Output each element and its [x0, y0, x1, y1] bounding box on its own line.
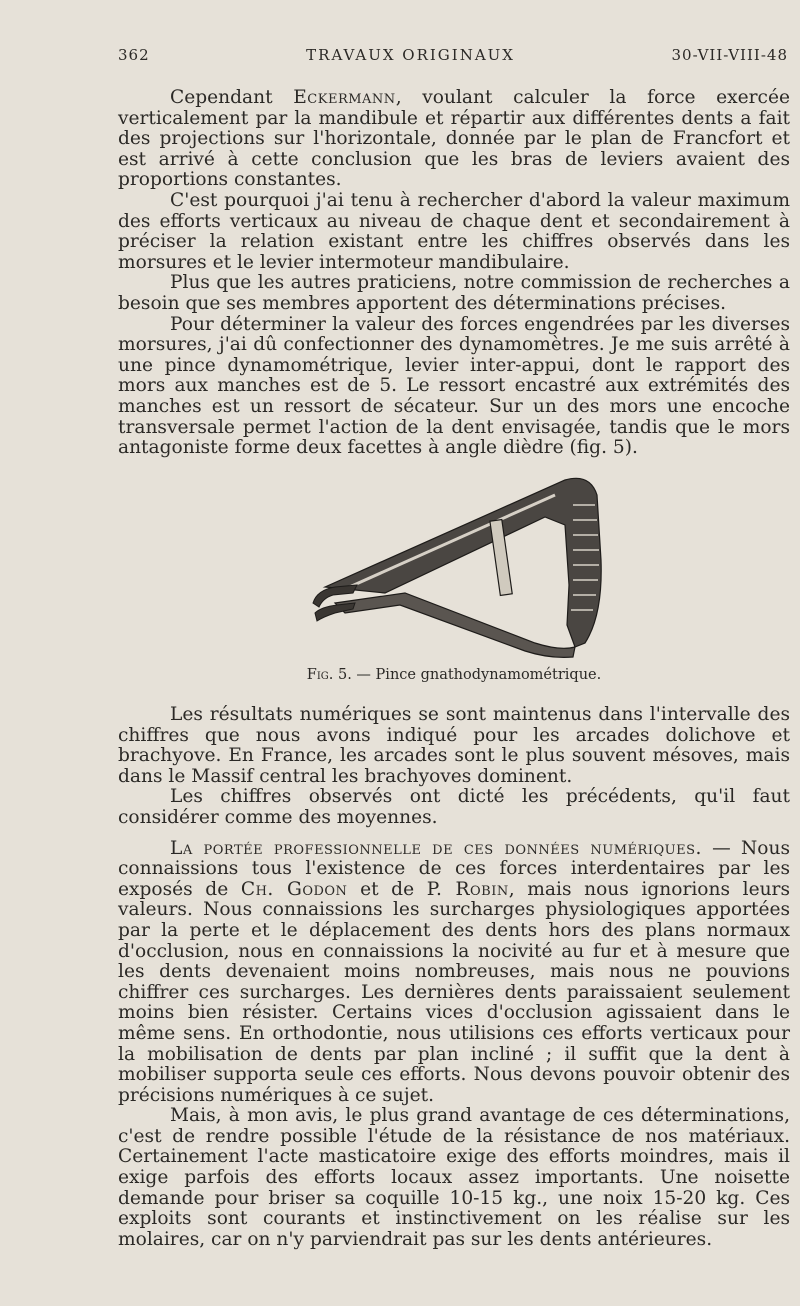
issue-date: 30-VII-VIII-48 [671, 46, 788, 64]
running-title: TRAVAUX ORIGINAUX [306, 46, 515, 64]
author-name: Ch. Godon [240, 878, 348, 900]
pliers-dynamometer-illustration [305, 465, 620, 660]
author-name: P. Robin [426, 878, 509, 900]
paragraph: Cependant Eckermann, voulant calculer la force exercée verticalement par la mandibule et répartir aux différentes dents a fait des projections sur l'horizontale, donnée par le plan de Francfort et est arrivé à cette conclusion que les bras de leviers avaient des proportions constantes. [118, 87, 790, 191]
running-header [118, 46, 788, 64]
paragraph: Les résultats numériques se sont maintenus dans l'intervalle des chiffres que nous avons indiqué pour les arcades dolichove et brachyove. En France, les arcades sont le plus souvent mésoves, mais dans le Massif central les brachyoves dominent. [118, 704, 790, 787]
figure-label: Fig. 5. [306, 667, 352, 683]
paragraph: Plus que les autres praticiens, notre commission de recherches a besoin que ses membres apportent des déterminations précises. [118, 272, 790, 314]
text-block-bottom [118, 705, 790, 1250]
paragraph: Les chiffres observés ont dicté les précédents, qu'il faut considérer comme des moyennes. [118, 786, 790, 828]
section-heading: La portée professionnelle de ces données numériques. [170, 837, 702, 859]
paragraph: La portée professionnelle de ces données numériques. — Nous connaissions tous l'existence de ces forces interdentaires par les exposés de Ch. Godon et de P. Robin, mais nous ignorions leurs valeurs. Nous connaissions les surcharges physiologiques apportées par la perte et le déplacement des dents hors des plans normaux d'occlusion, nous en connaissions la nocivité au fur et à mesure que les dents devenaient moins nombreuses, mais nous ne pouvions chiffrer ces surcharges. Les dernières dents paraissaient seulement moins bien résister. Certains vices d'occlusion agissaient dans le même sens. En orthodontie, nous utilisions ces efforts verticaux pour la mobilisation de dents par plan incliné ; il suffit que la dent à mobiliser supporta seule ces efforts. Nous devons pouvoir obtenir des précisions numériques à ce sujet. [118, 837, 790, 1106]
figure-caption-text: — Pince gnathodynamométrique. [351, 667, 602, 683]
figure-caption [118, 667, 790, 683]
paragraph: Pour déterminer la valeur des forces engendrées par les diverses morsures, j'ai dû confectionner des dynamomètres. Je me suis arrêté à une pince dynamométrique, levier inter-appui, dont le rapport des mors aux manches est de 5. Le ressort encastré aux extrémités des manches est un ressort de sécateur. Sur un des mors une encoche transversale permet l'action de la dent envisagée, tandis que le mors antagoniste forme deux facettes à angle dièdre (fig. 5). [118, 313, 790, 459]
figure-5 [305, 465, 620, 660]
text-block-top [118, 88, 790, 459]
paragraph: C'est pourquoi j'ai tenu à rechercher d'abord la valeur maximum des efforts verticaux au niveau de chaque dent et secondairement à préciser la relation existant entre les chiffres observés dans les morsures et le levier intermoteur mandibulaire. [118, 189, 790, 273]
author-name: Eckermann [293, 87, 396, 108]
page-number: 362 [118, 46, 150, 64]
paragraph: Mais, à mon avis, le plus grand avantage de ces déterminations, c'est de rendre possible l'étude de la résistance de nos matériaux. Certainement l'acte masticatoire exige des efforts moindres, mais il exige parfois des efforts locaux assez importants. Une noisette demande pour briser sa coquille 10-15 kg., une noix 15-20 kg. Ces exploits sont courants et instinctivement on les réalise sur les molaires, car on n'y parviendrait pas sur les dents antérieures. [118, 1105, 790, 1250]
